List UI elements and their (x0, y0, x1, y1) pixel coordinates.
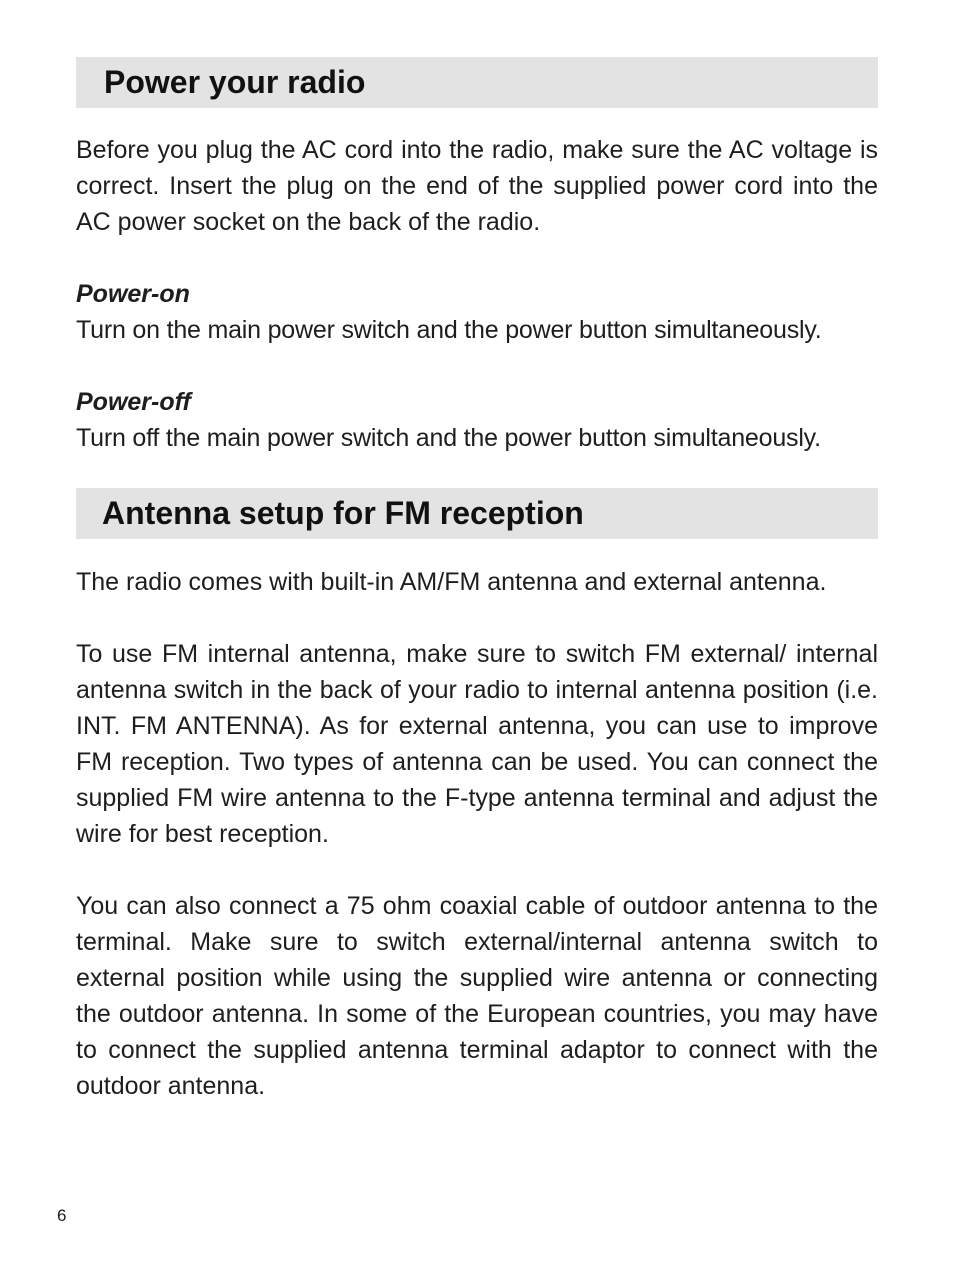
page-number: 6 (57, 1206, 67, 1225)
section-title-power: Power your radio (104, 64, 366, 100)
section-header-antenna (76, 488, 878, 539)
power-on-text: Turn on the main power switch and the power button simultaneously. (76, 316, 822, 344)
antenna-paragraph-1: The radio comes with built-in AM/FM antenna and external antenna. (76, 568, 827, 596)
power-intro-paragraph: Before you plug the AC cord into the radio, make sure the AC voltage is correct. Insert the plug on the end of the supplied power cord into the AC power socket on the back of the radio. (76, 136, 878, 236)
power-off-heading: Power-off (76, 388, 191, 416)
section-header-power (76, 57, 878, 108)
power-off-text: Turn off the main power switch and the power button simultaneously. (76, 424, 821, 452)
antenna-paragraph-2: To use FM internal antenna, make sure to switch FM external/ internal antenna switch in the back of your radio to internal antenna position (i.e. INT. FM ANTENNA). As for external antenna, you can use to improve FM reception. Two types of antenna can be used. You can connect the supplied FM wire antenna to the F-type antenna terminal and adjust the wire for best reception. (76, 640, 878, 848)
power-on-heading: Power-on (76, 280, 190, 308)
manual-page (76, 57, 878, 1104)
section-title-antenna: Antenna setup for FM reception (102, 495, 584, 531)
antenna-paragraph-3: You can also connect a 75 ohm coaxial cable of outdoor antenna to the terminal. Make sure to switch external/internal antenna switch to external position while using the supplied wire antenna or connecting the outdoor antenna. In some of the European countries, you may have to connect the supplied antenna terminal adaptor to connect with the outdoor antenna. (76, 892, 878, 1100)
